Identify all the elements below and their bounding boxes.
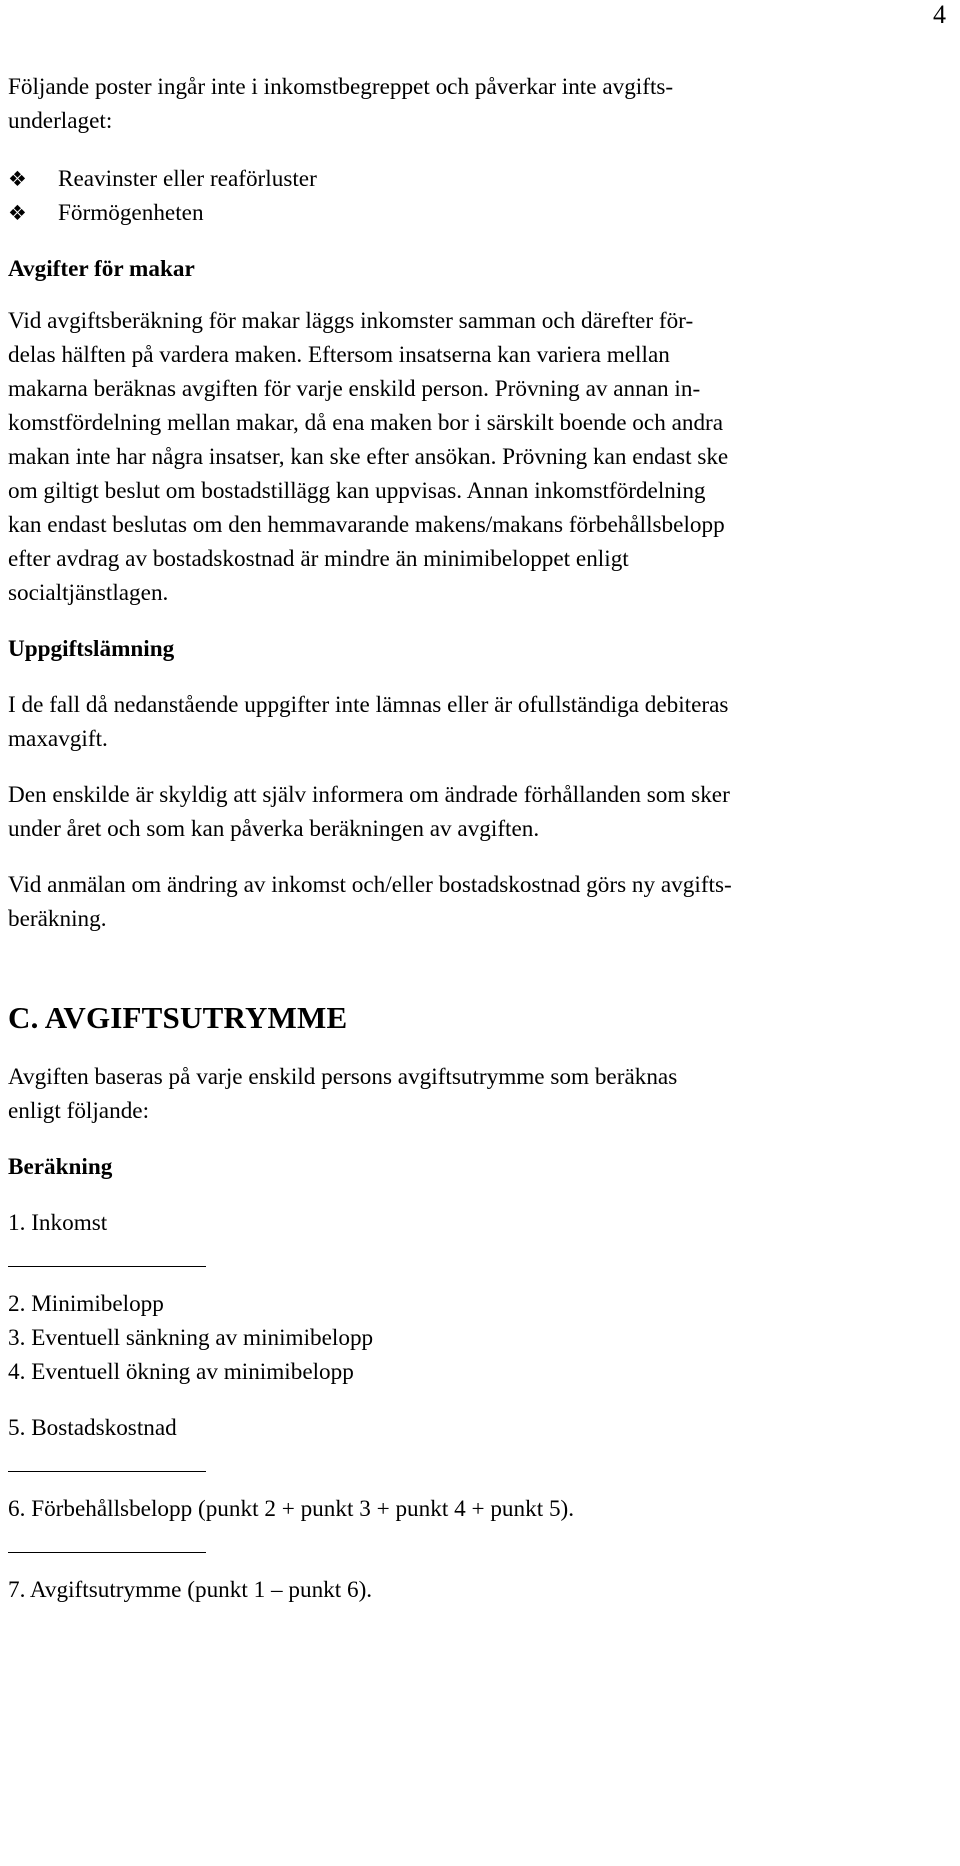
text-line: makarna beräknas avgiften för varje enskild person. Prövning av annan in-	[8, 376, 701, 402]
text-line: makan inte har några insatser, kan ske efter ansökan. Prövning kan endast ske	[8, 444, 729, 470]
list-item-label: Förmögenheten	[58, 200, 204, 226]
calc-item: 5. Bostadskostnad	[8, 1415, 177, 1441]
intro-paragraph	[8, 70, 948, 138]
uppgift-paragraph-1	[8, 688, 948, 756]
text-line: I de fall då nedanstående uppgifter inte lämnas eller är ofullständiga debiteras	[8, 692, 729, 718]
page-number: 4	[933, 0, 946, 29]
section-heading-uppgift: Uppgiftslämning	[8, 636, 175, 662]
section-heading-avgiftsutrymme: C. AVGIFTSUTRYMME	[8, 1000, 348, 1035]
calc-item: 2. Minimibelopp	[8, 1291, 164, 1317]
uppgift-paragraph-3	[8, 868, 948, 936]
list-item	[8, 162, 948, 196]
calc-item: 4. Eventuell ökning av minimibelopp	[8, 1359, 354, 1385]
calculation-list	[8, 1287, 948, 1389]
calculation-list	[8, 1411, 948, 1445]
list-item	[8, 196, 948, 230]
text-line: delas hälften på vardera maken. Eftersom insatserna kan variera mellan	[8, 342, 670, 368]
list-item-label: Reavinster eller reaförluster	[58, 166, 317, 192]
calculation-heading: Beräkning	[8, 1154, 113, 1180]
excluded-items-list	[8, 162, 948, 230]
diamond-cluster-icon: ❖	[8, 201, 27, 225]
calculation-list	[8, 1206, 948, 1240]
text-line: under året och som kan påverka beräkningen av avgiften.	[8, 816, 540, 842]
text-line: beräkning.	[8, 906, 107, 932]
intro-line: underlaget:	[8, 108, 113, 134]
text-line: socialtjänstlagen.	[8, 580, 169, 606]
avgiftsutrymme-intro	[8, 1060, 948, 1128]
text-line: komstfördelning mellan makar, då ena maken bor i särskilt boende och andra	[8, 410, 724, 436]
text-line: om giltigt beslut om bostadstillägg kan uppvisas. Annan inkomstfördelning	[8, 478, 706, 504]
text-line: maxavgift.	[8, 726, 108, 752]
text-line: Vid anmälan om ändring av inkomst och/eller bostadskostnad görs ny avgifts-	[8, 872, 732, 898]
calc-item: 1. Inkomst	[8, 1210, 108, 1236]
text-line: enligt följande:	[8, 1098, 150, 1124]
uppgift-paragraph-2	[8, 778, 948, 846]
diamond-cluster-icon: ❖	[8, 167, 27, 191]
calc-item: 3. Eventuell sänkning av minimibelopp	[8, 1325, 374, 1351]
calc-item: 6. Förbehållsbelopp (punkt 2 + punkt 3 + punkt 4 + punkt 5).	[8, 1496, 575, 1522]
section-heading-makar: Avgifter för makar	[8, 256, 195, 282]
text-line: Avgiften baseras på varje enskild persons avgiftsutrymme som beräknas	[8, 1064, 678, 1090]
document-body	[8, 70, 948, 1607]
calc-item: 7. Avgiftsutrymme (punkt 1 – punkt 6).	[8, 1577, 373, 1603]
text-line: Den enskilde är skyldig att själv informera om ändrade förhållanden som sker	[8, 782, 730, 808]
calculation-list	[8, 1573, 948, 1607]
makar-paragraph	[8, 304, 948, 610]
calculation-list	[8, 1492, 948, 1526]
text-line: Vid avgiftsberäkning för makar läggs inkomster samman och därefter för-	[8, 308, 694, 334]
intro-line: Följande poster ingår inte i inkomstbegreppet och påverkar inte avgifts-	[8, 74, 674, 100]
text-line: efter avdrag av bostadskostnad är mindre än minimibeloppet enligt	[8, 546, 629, 572]
text-line: kan endast beslutas om den hemmavarande makens/makans förbehållsbelopp	[8, 512, 725, 538]
